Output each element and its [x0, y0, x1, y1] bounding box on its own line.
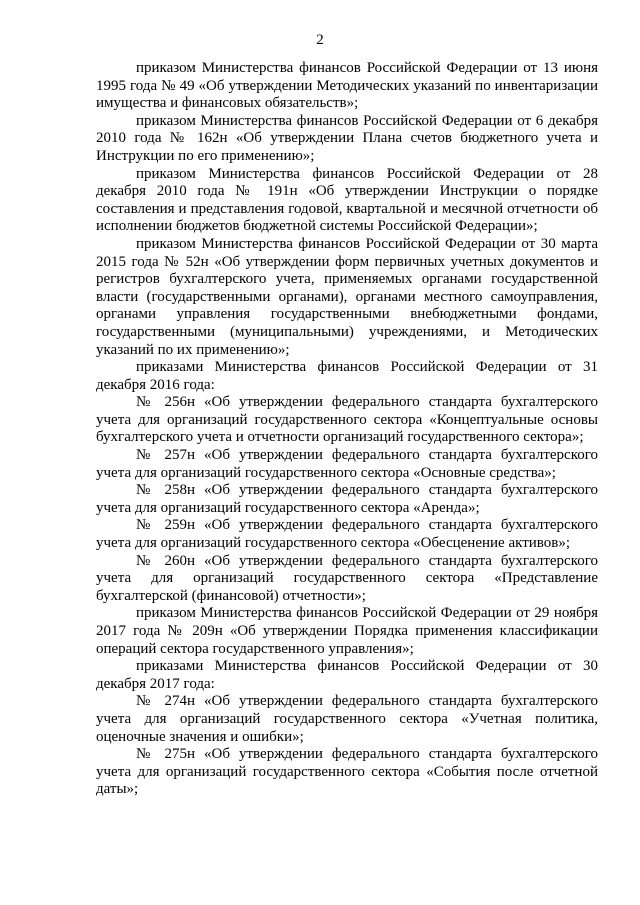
document-body	[96, 60, 598, 799]
paragraph-orders-2017-intro: приказами Министерства финансов Российской Федерации от 30 декабря 2017 года:	[96, 658, 598, 692]
paragraph-order-257n: № 257н «Об утверждении федерального стандарта бухгалтерского учета для организаций государственного сектора «Основные средства»;	[96, 447, 598, 481]
paragraph-order-256n: № 256н «Об утверждении федерального стандарта бухгалтерского учета для организаций государственного сектора «Концептуальные основы бухгалтерского учета и отчетности организаций государственного сектора»;	[96, 394, 598, 446]
paragraph-order-49: приказом Министерства финансов Российской Федерации от 13 июня 1995 года № 49 «Об утверждении Методических указаний по инвентаризации имущества и финансовых обязательств»;	[96, 60, 598, 112]
paragraph-order-52n: приказом Министерства финансов Российской Федерации от 30 марта 2015 года № 52н «Об утверждении форм первичных учетных документов и регистров бухгалтерского учета, применяемых органами государственной власти (государственными органами), органами местного самоуправления, органами управления государственными внебюджетными фондами, государственными (муниципальными) учреждениями, и Методических указаний по их применению»;	[96, 235, 598, 358]
paragraph-order-259n: № 259н «Об утверждении федерального стандарта бухгалтерского учета для организаций государственного сектора «Обесценение активов»;	[96, 517, 598, 552]
paragraph-order-191n: приказом Министерства финансов Российской Федерации от 28 декабря 2010 года № 191н «Об утверждении Инструкции о порядке составления и представления годовой, квартальной и месячной отчетности об исполнении бюджетов бюджетной системы Российской Федерации»;	[96, 165, 598, 235]
paragraph-order-274n: № 274н «Об утверждении федерального стандарта бухгалтерского учета для организаций государственного сектора «Учетная политика, оценочные значения и ошибки»;	[96, 693, 598, 745]
paragraph-order-275n: № 275н «Об утверждении федерального стандарта бухгалтерского учета для организаций государственного сектора «События после отчетной даты»;	[96, 746, 598, 798]
paragraph-order-258n: № 258н «Об утверждении федерального стандарта бухгалтерского учета для организаций государственного сектора «Аренда»;	[96, 482, 598, 516]
page-number: 2	[316, 32, 324, 48]
paragraph-order-260n: № 260н «Об утверждении федерального стандарта бухгалтерского учета для организаций государственного сектора «Представление бухгалтерской (финансовой) отчетности»;	[96, 552, 598, 604]
paragraph-orders-2016-intro: приказами Министерства финансов Российской Федерации от 31 декабря 2016 года:	[96, 359, 598, 393]
paragraph-order-209n: приказом Министерства финансов Российской Федерации от 29 ноября 2017 года № 209н «Об утверждении Порядка применения классификации операций сектора государственного управления»;	[96, 605, 598, 657]
paragraph-order-162n: приказом Министерства финансов Российской Федерации от 6 декабря 2010 года № 162н «Об утверждении Плана счетов бюджетного учета и Инструкции по его применению»;	[96, 112, 598, 164]
